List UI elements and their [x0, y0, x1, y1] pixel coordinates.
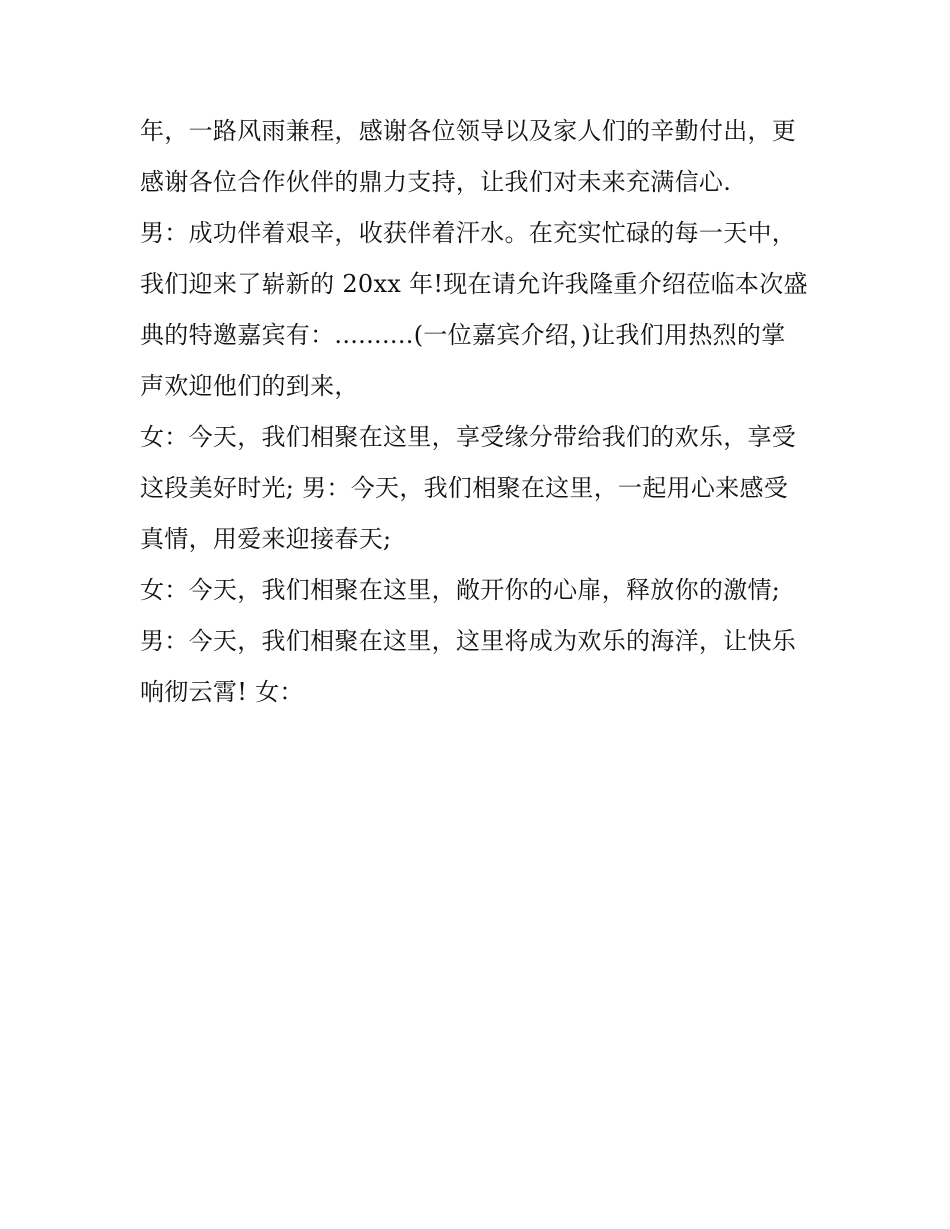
text-line-8: 这段美好时光; 男：今天，我们相聚在这里，一起用心来感受 — [140, 474, 789, 502]
text-line-5: 典的特邀嘉宾有：..........(一位嘉宾介绍，)让我们用热烈的掌 — [140, 321, 786, 349]
text-line-11: 男：今天，我们相聚在这里，这里将成为欢乐的海洋，让快乐 — [140, 627, 797, 655]
text-line-10: 女：今天，我们相聚在这里，敞开你的心扉，释放你的激情; — [140, 576, 781, 604]
text-line-12: 响彻云霄! 女： — [140, 678, 304, 706]
text-line-3: 男：成功伴着艰辛，收获伴着汗水。在充实忙碌的每一天中， — [140, 219, 797, 247]
text-line-7: 女：今天，我们相聚在这里，享受缘分带给我们的欢乐，享受 — [140, 423, 797, 451]
text-line-2: 感谢各位合作伙伴的鼎力支持，让我们对未来充满信心. — [140, 168, 732, 196]
document-body — [140, 106, 820, 718]
text-line-4: 我们迎来了崭新的 20xx 年!现在请允许我隆重介绍莅临本次盛 — [140, 270, 808, 298]
text-line-6: 声欢迎他们的到来， — [140, 372, 359, 400]
text-line-9: 真情，用爱来迎接春天; — [140, 525, 392, 553]
text-line-1: 年，一路风雨兼程，感谢各位领导以及家人们的辛勤付出，更 — [140, 117, 797, 145]
